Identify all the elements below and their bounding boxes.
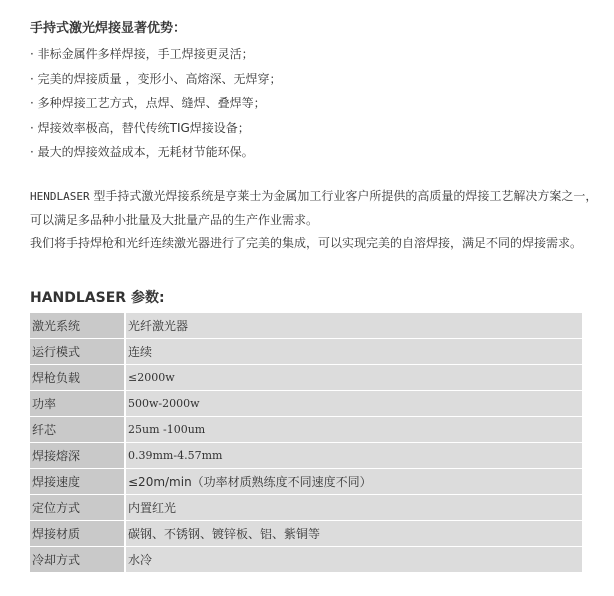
table-row xyxy=(30,521,582,547)
intro-line-1 xyxy=(30,185,610,209)
advantages-list xyxy=(30,42,281,165)
intro-paragraph xyxy=(30,185,610,256)
param-value: 连续 xyxy=(125,339,582,365)
advantage-item: · 最大的焊接效益成本，无耗材节能环保。 xyxy=(30,145,254,159)
param-value: 光纤激光器 xyxy=(125,313,582,339)
param-key: 焊接速度 xyxy=(30,469,125,495)
param-value: ≤20m/min（功率材质熟练度不同速度不同） xyxy=(125,469,582,495)
intro-line-2: 可以满足多品种小批量及大批量产品的生产作业需求。 xyxy=(30,212,319,227)
table-row xyxy=(30,339,582,365)
params-table xyxy=(30,313,582,573)
param-key: 定位方式 xyxy=(30,495,125,521)
advantages-title: 手持式激光焊接显著优势： xyxy=(30,21,187,36)
param-key: 运行模式 xyxy=(30,339,125,365)
table-row xyxy=(30,443,582,469)
param-key: 冷却方式 xyxy=(30,547,125,573)
param-key: 焊枪负载 xyxy=(30,365,125,391)
intro-line-3: 我们将手持焊枪和光纤连续激光器进行了完美的集成，可以实现完美的自溶焊接，满足不同的焊接需求。 xyxy=(30,236,583,250)
params-title: HANDLASER 参数: xyxy=(30,290,165,306)
advantage-item: · 多种焊接工艺方式，点焊、缝焊、叠焊等； xyxy=(30,96,266,110)
table-row xyxy=(30,391,582,417)
table-row xyxy=(30,313,582,339)
param-key: 激光系统 xyxy=(30,313,125,339)
table-row xyxy=(30,495,582,521)
advantage-item: · 完美的焊接质量 ，变形小、高熔深、无焊穿； xyxy=(30,71,282,86)
param-value: 0.39mm-4.57mm xyxy=(125,443,582,469)
advantage-item: · 焊接效率极高，替代传统TIG焊接设备； xyxy=(30,120,250,135)
table-row xyxy=(30,365,582,391)
param-value: 500w-2000w xyxy=(125,391,582,417)
param-key: 纤芯 xyxy=(30,417,125,443)
param-value: 碳钢、不锈钢、镀锌板、铝、紫铜等 xyxy=(125,521,582,547)
table-row xyxy=(30,547,582,573)
param-key: 焊接材质 xyxy=(30,521,125,547)
param-key: 功率 xyxy=(30,391,125,417)
advantage-item: · 非标金属件多样焊接，手工焊接更灵活； xyxy=(30,47,254,61)
param-key: 焊接熔深 xyxy=(30,443,125,469)
param-value: 内置红光 xyxy=(125,495,582,521)
param-value: 水冷 xyxy=(125,547,582,573)
param-value: 25um -100um xyxy=(125,417,582,443)
intro-line-1-text: 型手持式激光焊接系统是亨莱士为金属加工行业客户所提供的高质量的焊接工艺解决方案之一， xyxy=(89,189,598,203)
table-row xyxy=(30,417,582,443)
param-value: ≤2000w xyxy=(125,365,582,391)
table-row xyxy=(30,469,582,495)
brand-name: HENDLASER xyxy=(30,190,90,203)
